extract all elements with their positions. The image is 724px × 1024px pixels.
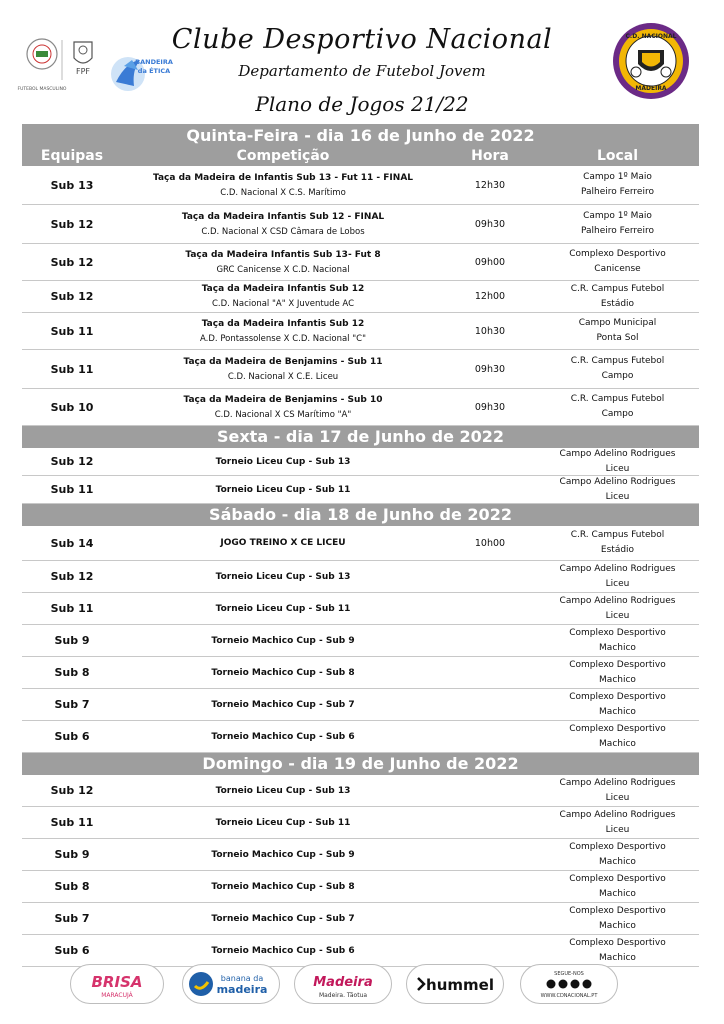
- hour-cell: 09h00: [474, 256, 506, 268]
- hour-cell: [444, 871, 536, 902]
- table-row: [22, 657, 699, 689]
- team-cell: Sub 11: [50, 483, 94, 496]
- match-text: C.D. Nacional "A" X Juventude AC: [211, 299, 355, 309]
- competition-cell: [122, 935, 444, 966]
- place-cell: [536, 205, 699, 243]
- competition-cell: [122, 721, 444, 752]
- etica-line2: da ÉTICA: [137, 67, 171, 75]
- place-line1: Complexo Desportivo: [569, 723, 666, 734]
- hour-cell: [444, 476, 536, 503]
- competition-cell: [122, 350, 444, 388]
- place-cell: [536, 561, 699, 592]
- place-cell: [536, 166, 699, 204]
- competition-title: Torneio Liceu Cup - Sub 11: [215, 484, 351, 495]
- club-crest-logo: [612, 22, 690, 100]
- hummel-text: hummel: [426, 976, 494, 994]
- competition-title: Torneio Liceu Cup - Sub 11: [215, 603, 351, 614]
- table-row: [22, 561, 699, 593]
- competition-title: Torneio Machico Cup - Sub 8: [211, 667, 355, 678]
- sponsor-footer: [70, 964, 660, 1006]
- table-row: [22, 935, 699, 967]
- place-line2: Canicense: [594, 264, 641, 274]
- team-cell: Sub 8: [54, 880, 90, 893]
- hour-cell: [444, 448, 536, 475]
- team-cell: Sub 11: [50, 602, 94, 615]
- competition-cell: [122, 807, 444, 838]
- place-cell: [536, 448, 699, 475]
- table-row: [22, 313, 699, 350]
- day-header: Domingo - dia 19 de Junho de 2022: [22, 753, 699, 775]
- place-line2: Campo: [601, 409, 634, 419]
- hour-cell: [444, 657, 536, 688]
- match-text: A.D. Pontassolense X C.D. Nacional "C": [200, 333, 366, 344]
- team-cell: Sub 12: [50, 570, 94, 583]
- place-line2: Machico: [599, 674, 636, 685]
- competition-cell: [122, 657, 444, 688]
- hour-cell: [444, 807, 536, 838]
- place-line1: Campo Adelino Rodrigues: [559, 563, 676, 574]
- competition-cell: [122, 205, 444, 243]
- place-line1: Campo Adelino Rodrigues: [559, 809, 676, 820]
- team-cell: Sub 9: [54, 848, 90, 861]
- place-cell: [536, 313, 699, 349]
- hour-cell: 10h00: [474, 537, 506, 549]
- competition-cell: [122, 561, 444, 592]
- competition-title: Torneio Liceu Cup - Sub 13: [215, 456, 351, 467]
- team-cell: Sub 11: [50, 324, 94, 338]
- competition-title: JOGO TREINO X CE LICEU: [220, 538, 346, 548]
- place-line2: Liceu: [605, 578, 630, 589]
- table-row: [22, 526, 699, 561]
- fpf-sublabel: FUTEBOL MASCULINO: [17, 87, 67, 92]
- crest-bottom-text: MADEIRA: [635, 85, 667, 92]
- competition-cell: [122, 775, 444, 806]
- col-header-team: Equipas: [40, 148, 104, 164]
- place-line1: Campo Adelino Rodrigues: [559, 595, 676, 606]
- hour-cell: 12h00: [474, 291, 506, 302]
- place-line1: C.R. Campus Futebol: [570, 530, 665, 540]
- place-cell: [536, 476, 699, 503]
- table-row: [22, 476, 699, 504]
- table-row: [22, 448, 699, 476]
- place-line2: Liceu: [605, 463, 630, 474]
- place-line1: Campo 1º Maio: [583, 211, 652, 221]
- competition-cell: [122, 244, 444, 280]
- place-line2: Machico: [599, 920, 636, 931]
- competition-title: Taça da Madeira de Benjamins - Sub 11: [183, 356, 383, 367]
- competition-title: Taça da Madeira de Benjamins - Sub 10: [183, 394, 383, 405]
- sponsor-brisa-logo: [70, 964, 164, 1004]
- competition-cell: [122, 871, 444, 902]
- banana-line2: madeira: [216, 983, 268, 996]
- col-header-hour: Hora: [471, 148, 509, 164]
- place-cell: [536, 526, 699, 560]
- day-header: Sexta - dia 17 de Junho de 2022: [22, 426, 699, 448]
- competition-title: Torneio Liceu Cup - Sub 13: [215, 571, 351, 582]
- place-cell: [536, 244, 699, 280]
- competition-cell: [122, 448, 444, 475]
- place-line2: Ponta Sol: [596, 333, 639, 343]
- competition-cell: [122, 166, 444, 204]
- place-line1: Complexo Desportivo: [569, 627, 666, 638]
- place-cell: [536, 935, 699, 966]
- place-line1: Campo Municipal: [578, 318, 657, 328]
- place-line1: Complexo Desportivo: [569, 249, 666, 259]
- place-line2: Machico: [599, 642, 636, 653]
- club-title: Clube Desportivo Nacional: [171, 24, 553, 55]
- team-cell: Sub 6: [54, 944, 90, 957]
- crest-text: C.D. NACIONAL: [625, 33, 677, 40]
- place-cell: [536, 350, 699, 388]
- hour-cell: [444, 689, 536, 720]
- place-cell: [536, 593, 699, 624]
- day-header: [22, 124, 699, 166]
- sponsor-banana-logo: [182, 964, 280, 1004]
- fpf-label: FPF: [75, 67, 91, 76]
- madeira-text: Madeira: [313, 975, 373, 990]
- competition-title: Taça da Madeira Infantis Sub 12 - FINAL: [181, 211, 385, 222]
- place-cell: [536, 389, 699, 425]
- competition-title: Taça da Madeira Infantis Sub 13- Fut 8: [185, 249, 381, 260]
- competition-cell: [122, 839, 444, 870]
- competition-title: Taça da Madeira Infantis Sub 12: [201, 284, 365, 294]
- table-row: [22, 807, 699, 839]
- hour-cell: [444, 721, 536, 752]
- competition-cell: [122, 593, 444, 624]
- department-subtitle: Departamento de Futebol Jovem: [238, 62, 486, 80]
- competition-title: Torneio Machico Cup - Sub 7: [211, 913, 355, 924]
- competition-cell: [122, 389, 444, 425]
- competition-title: Torneio Liceu Cup - Sub 11: [215, 817, 351, 828]
- team-cell: Sub 8: [54, 666, 90, 679]
- match-text: GRC Canicense X C.D. Nacional: [216, 264, 350, 275]
- table-row: [22, 593, 699, 625]
- place-cell: [536, 657, 699, 688]
- place-line2: Machico: [599, 952, 636, 963]
- team-cell: Sub 12: [50, 255, 94, 269]
- place-cell: [536, 839, 699, 870]
- team-cell: Sub 12: [50, 455, 94, 468]
- competition-cell: [122, 476, 444, 503]
- team-cell: Sub 10: [50, 400, 94, 414]
- schedule-table: [22, 124, 699, 967]
- competition-cell: [122, 526, 444, 560]
- hour-cell: [444, 775, 536, 806]
- competition-title: Torneio Machico Cup - Sub 9: [211, 849, 355, 860]
- hour-cell: [444, 593, 536, 624]
- place-line1: Complexo Desportivo: [569, 659, 666, 670]
- place-line2: Estádio: [600, 298, 635, 309]
- table-row: [22, 625, 699, 657]
- table-row: [22, 689, 699, 721]
- sponsor-hummel-logo: [406, 964, 504, 1004]
- instagram-icon: [559, 980, 568, 989]
- place-line2: Campo: [601, 371, 634, 381]
- place-cell: [536, 807, 699, 838]
- place-cell: [536, 721, 699, 752]
- day-header: Sábado - dia 18 de Junho de 2022: [22, 504, 699, 526]
- competition-title: Torneio Machico Cup - Sub 7: [211, 699, 355, 710]
- team-cell: Sub 11: [50, 362, 94, 376]
- twitter-icon: [571, 980, 580, 989]
- facebook-icon: [547, 980, 556, 989]
- place-line2: Machico: [599, 888, 636, 899]
- sponsor-social-block: [520, 964, 618, 1004]
- table-row: [22, 166, 699, 205]
- competition-title: Torneio Machico Cup - Sub 6: [211, 731, 355, 742]
- place-line1: Campo Adelino Rodrigues: [559, 448, 676, 459]
- competition-title: Taça da Madeira de Infantis Sub 13 - Fut 11 - FINAL: [152, 172, 414, 183]
- competition-title: Torneio Machico Cup - Sub 6: [211, 945, 355, 956]
- place-cell: [536, 775, 699, 806]
- place-line1: Complexo Desportivo: [569, 937, 666, 948]
- place-cell: [536, 903, 699, 934]
- place-cell: [536, 689, 699, 720]
- table-row: [22, 721, 699, 753]
- hour-cell: [444, 561, 536, 592]
- competition-title: Taça da Madeira Infantis Sub 12: [201, 318, 365, 329]
- place-line1: Complexo Desportivo: [569, 841, 666, 852]
- col-header-place: Local: [596, 148, 639, 164]
- place-line1: Campo Adelino Rodrigues: [559, 476, 676, 487]
- team-cell: Sub 13: [50, 178, 94, 192]
- place-line2: Liceu: [605, 491, 630, 502]
- team-cell: Sub 9: [54, 634, 90, 647]
- plan-title: Plano de Jogos 21/22: [255, 92, 469, 116]
- hour-cell: [444, 935, 536, 966]
- place-line2: Machico: [599, 706, 636, 717]
- place-cell: [536, 625, 699, 656]
- competition-title: Torneio Liceu Cup - Sub 13: [215, 785, 351, 796]
- table-row: [22, 839, 699, 871]
- team-cell: Sub 7: [54, 912, 90, 925]
- col-header-competition: Competição: [236, 148, 330, 164]
- header: [0, 0, 724, 124]
- place-line2: Machico: [599, 856, 636, 867]
- team-cell: Sub 12: [50, 784, 94, 797]
- place-line2: Liceu: [605, 610, 630, 621]
- brisa-text: BRISA: [91, 973, 143, 991]
- etica-line1: BANDEIRA: [135, 58, 173, 66]
- team-cell: Sub 6: [54, 730, 90, 743]
- table-row: [22, 775, 699, 807]
- competition-cell: [122, 689, 444, 720]
- hour-cell: 12h30: [474, 179, 506, 191]
- team-cell: Sub 12: [50, 290, 94, 303]
- place-line1: C.R. Campus Futebol: [570, 394, 665, 404]
- brisa-sub-text: MARACUJÁ: [101, 992, 133, 999]
- place-line1: C.R. Campus Futebol: [570, 356, 665, 366]
- madeira-sub-text: Madeira. Tãotua: [318, 992, 368, 999]
- place-cell: [536, 281, 699, 312]
- hour-cell: 09h30: [474, 401, 506, 413]
- banana-line1: banana da: [220, 974, 264, 983]
- day-title: Quinta-Feira - dia 16 de Junho de 2022: [186, 126, 535, 145]
- place-line2: Estádio: [600, 545, 635, 555]
- hour-cell: [444, 839, 536, 870]
- competition-cell: [122, 281, 444, 312]
- place-line1: C.R. Campus Futebol: [570, 283, 665, 294]
- team-cell: Sub 7: [54, 698, 90, 711]
- place-line1: Campo 1º Maio: [583, 172, 652, 182]
- place-cell: [536, 871, 699, 902]
- social-title: SEGUE-NOS: [554, 971, 584, 977]
- hour-cell: [444, 625, 536, 656]
- table-row: [22, 281, 699, 313]
- competition-title: Torneio Machico Cup - Sub 9: [211, 635, 355, 646]
- social-url: WWW.CDNACIONAL.PT: [540, 993, 598, 999]
- competition-cell: [122, 903, 444, 934]
- table-row: [22, 205, 699, 244]
- place-line2: Liceu: [605, 824, 630, 835]
- table-row: [22, 903, 699, 935]
- place-line2: Palheiro Ferreiro: [581, 226, 654, 236]
- team-cell: Sub 11: [50, 816, 94, 829]
- competition-cell: [122, 625, 444, 656]
- match-text: C.D. Nacional X C.E. Liceu: [227, 371, 339, 382]
- competition-cell: [122, 313, 444, 349]
- place-line2: Liceu: [605, 792, 630, 803]
- competition-title: Torneio Machico Cup - Sub 8: [211, 881, 355, 892]
- place-line1: Complexo Desportivo: [569, 691, 666, 702]
- match-text: C.D. Nacional X CSD Câmara de Lobos: [201, 226, 365, 237]
- hour-cell: 10h30: [474, 325, 506, 337]
- place-line2: Palheiro Ferreiro: [581, 187, 654, 197]
- sponsor-madeira-logo: [294, 964, 392, 1004]
- hour-cell: [444, 903, 536, 934]
- match-text: C.D. Nacional X C.S. Marítimo: [220, 187, 346, 198]
- table-row: [22, 871, 699, 903]
- hour-cell: 09h30: [474, 218, 506, 230]
- match-text: C.D. Nacional X CS Marítimo "A": [214, 409, 352, 420]
- table-row: [22, 389, 699, 426]
- hour-cell: 09h30: [474, 363, 506, 375]
- table-row: [22, 244, 699, 281]
- youtube-icon: [583, 980, 592, 989]
- place-line1: Complexo Desportivo: [569, 873, 666, 884]
- place-line1: Complexo Desportivo: [569, 905, 666, 916]
- team-cell: Sub 14: [50, 536, 94, 550]
- place-line2: Machico: [599, 738, 636, 749]
- table-row: [22, 350, 699, 389]
- team-cell: Sub 12: [50, 217, 94, 231]
- place-line1: Campo Adelino Rodrigues: [559, 777, 676, 788]
